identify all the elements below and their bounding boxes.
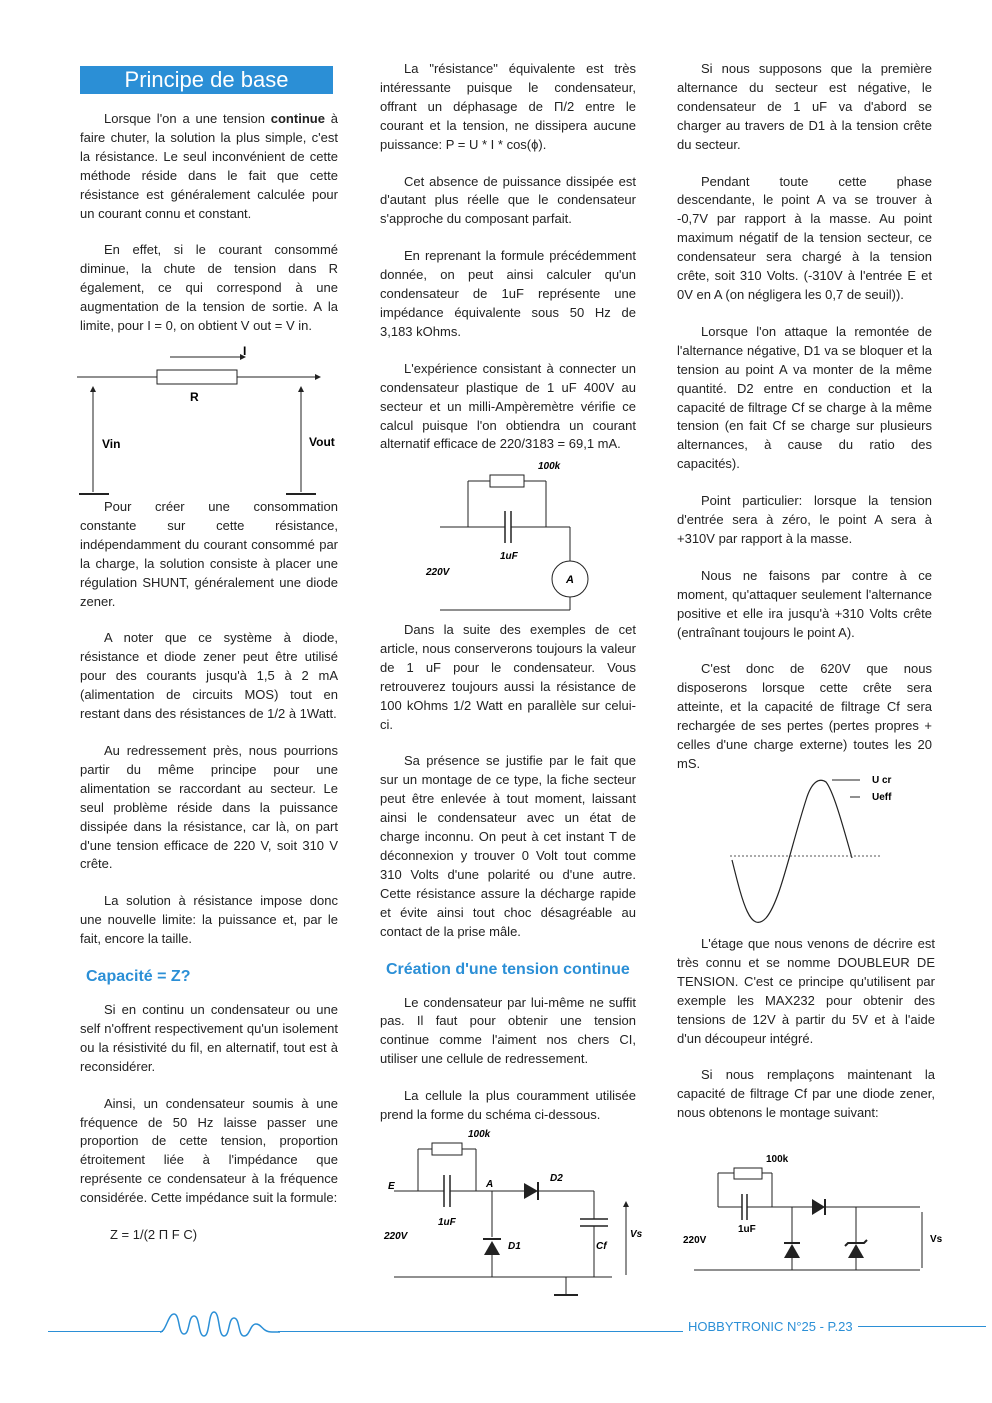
paragraph: Si nous supposons que la première alternance du secteur est négative, le condensateur de 1 uF va d'abord se charger au travers de D1 à la tension crête du secteur. bbox=[677, 61, 932, 152]
section-title-banner bbox=[80, 66, 333, 94]
paragraph: Nous ne faisons par contre à ce moment, qu'attaquer seulement l'alternance positive et elle ira jusqu'à +310 Volts crête (entraînant toujours le point A). bbox=[677, 567, 932, 640]
d2-label: D2 bbox=[550, 1173, 563, 1184]
figure-waveform bbox=[720, 770, 920, 935]
paragraph: Lorsque l'on attaque la remontée de l'alternance négative, D1 va se bloquer et la tension au point A va monter de la même quantité. D2 entre en conduction et la capacité de filtrage Cf se charge à la même tension (en fait Cf se charge sur plusieurs alternances, à cause du ratio des capacités). bbox=[677, 323, 932, 472]
voltage-label: 220V bbox=[384, 1231, 408, 1242]
paragraph: Lorsque l'on a une tension continue à faire chuter, la solution la plus simple, c'est la résistance. Le seul inconvénient de cette méthode réside dans le fait que cette résistance est généralement calculée pour un courant connu et constant. bbox=[80, 111, 338, 221]
figure-ammeter-circuit bbox=[420, 455, 620, 620]
paragraph: Cet absence de puissance dissipée est d'autant plus réelle que le condensateur s'approche du composant parfait. bbox=[380, 173, 636, 227]
subheading-capacite: Capacité = Z? bbox=[86, 968, 191, 986]
resistor-value: 100k bbox=[538, 461, 561, 472]
vs-label: Vs bbox=[930, 1234, 943, 1245]
paragraph: Si en continu un condensateur ou une self n'offrent respectivement qu'un isolement ou la résistivité du fil, en alternatif, tout est à reconsidérer. bbox=[80, 1002, 338, 1074]
paragraph: Point particulier: lorsque la tension d'entrée sera à zéro, le point A sera à +310V par rapport à la masse. bbox=[677, 493, 932, 546]
paragraph: L'expérience consistant à connecter un condensateur plastique de 1 uF 400V au secteur et un milli-Ampèremètre vérifie ce calcul puisque l'on obtiendra un courant alternatif efficace de 220/3183 = 69,1 mA. bbox=[380, 360, 636, 452]
current-label: I bbox=[243, 344, 247, 358]
point-a-label: A bbox=[486, 1179, 494, 1190]
ueff-label: Ueff bbox=[872, 792, 892, 803]
paragraph: La solution à résistance impose donc une nouvelle limite: la puissance et, par le fait, encore la taille. bbox=[80, 893, 338, 947]
column-3 bbox=[677, 60, 932, 792]
footer-rule-right bbox=[858, 1326, 986, 1327]
vin-label: Vin bbox=[102, 437, 121, 451]
column-3-cont bbox=[677, 935, 935, 1141]
paragraph: C'est donc de 620V que nous disposerons lorsque cette crête sera atteinte, et la capacité de filtrage Cf sera rechargée de ses pertes (pertes propres + celles d'une charge externe) toutes les 20 mS. bbox=[677, 661, 932, 771]
paragraph: A noter que ce système à diode, résistance et diode zener peut être utilisé pour des courants jusqu'à 1,5 à 2 mA (alimentation de circuits MOS) tout en restant dans des résistances de 1/2 à 1Watt. bbox=[80, 630, 338, 722]
vs-label: Vs bbox=[630, 1229, 643, 1240]
ucr-label: U cr bbox=[872, 775, 892, 786]
resistor-value: 100k bbox=[468, 1129, 491, 1140]
resistor-label: R bbox=[190, 390, 199, 404]
paragraph: Sa présence se justifie par le fait que sur un montage de ce type, la fiche secteur peut être enlevée à tout moment, laissant ainsi le condensateur avec un état de charge inconnu. On peut à cet instant T de déconnexion y trouver 0 Volt tout comme 310 Volts d'une polarité ou d'une autre. Cette résistance assure la décharge rapide et évite ainsi tout choc désagréable au contact de la prise mâle. bbox=[380, 753, 636, 939]
section-title: Principe de base bbox=[124, 67, 289, 92]
figure-doubler-circuit bbox=[380, 1125, 650, 1310]
column-2 bbox=[380, 60, 636, 472]
footer-rule-left bbox=[48, 1331, 163, 1332]
capacitor-value: 1uF bbox=[500, 551, 518, 562]
capacitor-value: 1uF bbox=[738, 1224, 756, 1235]
cf-label: Cf bbox=[596, 1241, 607, 1252]
subheading-creation: Création d'une tension continue bbox=[386, 960, 630, 978]
footer-rule-middle bbox=[278, 1331, 683, 1332]
paragraph: En reprenant la formule précédemment donnée, on peut ainsi calculer qu'un condensateur de 1uF représente une impédance équivalente sous 50 Hz de 3,183 kOhms. bbox=[380, 248, 636, 339]
paragraph: Au redressement près, nous pourrions partir du même principe pour une alimentation se raccordant au secteur. Le seul problème réside dans la puissance dissipée dans la résistance, car là, on part d'une tension efficace de 220 V, soit 310 V crête. bbox=[80, 742, 338, 872]
resistor-value: 100k bbox=[766, 1154, 789, 1165]
voltage-label: 220V bbox=[426, 567, 450, 578]
d1-label: D1 bbox=[508, 1241, 521, 1252]
input-e-label: E bbox=[388, 1181, 395, 1192]
paragraph: Pendant toute cette phase descendante, le point A va se trouver à -0,7V par rapport à la masse. Au point maximum négatif de la tension secteur, ce condensateur sera chargé à la tension crête, soit 310 Volts. (-310V à l'entrée E et 0V en A (on négligera les 0,7 de seuil)). bbox=[677, 173, 932, 302]
footer-squiggle bbox=[160, 1306, 280, 1342]
paragraph: L'étage que nous venons de décrire est très connu et se nomme DOUBLEUR DE TENSION. C'est ce principe qu'utilisent par exemple les MAX232 pour obtenir des tensions de 12V à partir du 5V et à l'aide d'un découpeur intégré. bbox=[677, 936, 935, 1046]
column-2-cont bbox=[380, 621, 636, 1143]
paragraph: Ainsi, un condensateur soumis à une fréquence de 50 Hz laisse passer une proportion de cette tension, proportion étroitement liée à l'impédance que représente ce condensateur à la fréquence considérée. Cette impédance suit la formule: bbox=[80, 1095, 338, 1206]
column-1 bbox=[80, 110, 338, 354]
voltage-label: 220V bbox=[683, 1235, 707, 1246]
paragraph: En effet, si le courant consommé diminue, la chute de tension dans R également, ce qui correspond à une augmentation de la tension de sortie. A la limite, pour I = 0, on obtient V out = V in. bbox=[80, 242, 338, 334]
paragraph: Dans la suite des exemples de cet article, nous conserverons toujours la valeur de 1 uF pour le condensateur. Vous retrouverez toujours aussi la résistance de 100 kOhms 1/2 Watt en parallèle sur celui-ci. bbox=[380, 622, 636, 732]
paragraph: Pour créer une consommation constante sur cette résistance, indépendamment du courant consommé par la charge, la solution consiste à placer une régulation SHUNT, généralement une diode zener. bbox=[80, 499, 338, 609]
figure-zener-circuit bbox=[680, 1148, 950, 1278]
paragraph: Si nous remplaçons maintenant la capacité de filtrage Cf par une diode zener, nous obtenons le montage suivant: bbox=[677, 1067, 935, 1121]
figure-resistor-circuit bbox=[75, 340, 345, 500]
footer-page-info: HOBBYTRONIC N°25 - P.23 bbox=[688, 1319, 853, 1334]
paragraph: La "résistance" équivalente est très intéressante puisque le condensateur, offrant un déphasage de Π/2 entre le courant et la tension, ne dissipera aucune puissance: P = U * I * cos(ϕ). bbox=[380, 61, 636, 152]
formula: Z = 1/(2 Π F C) bbox=[110, 1227, 198, 1243]
paragraph: Le condensateur par lui-même ne suffit pas. Il faut pour obtenir une tension continue comme l'aiment nos chers CI, utiliser une cellule de redressement. bbox=[380, 994, 636, 1067]
paragraph: La cellule la plus couramment utilisée prend la forme du schéma ci-dessous. bbox=[380, 1088, 636, 1123]
ammeter-label: A bbox=[566, 574, 574, 586]
capacitor-value: 1uF bbox=[438, 1217, 456, 1228]
column-1-cont bbox=[80, 498, 338, 1245]
vout-label: Vout bbox=[309, 435, 335, 449]
